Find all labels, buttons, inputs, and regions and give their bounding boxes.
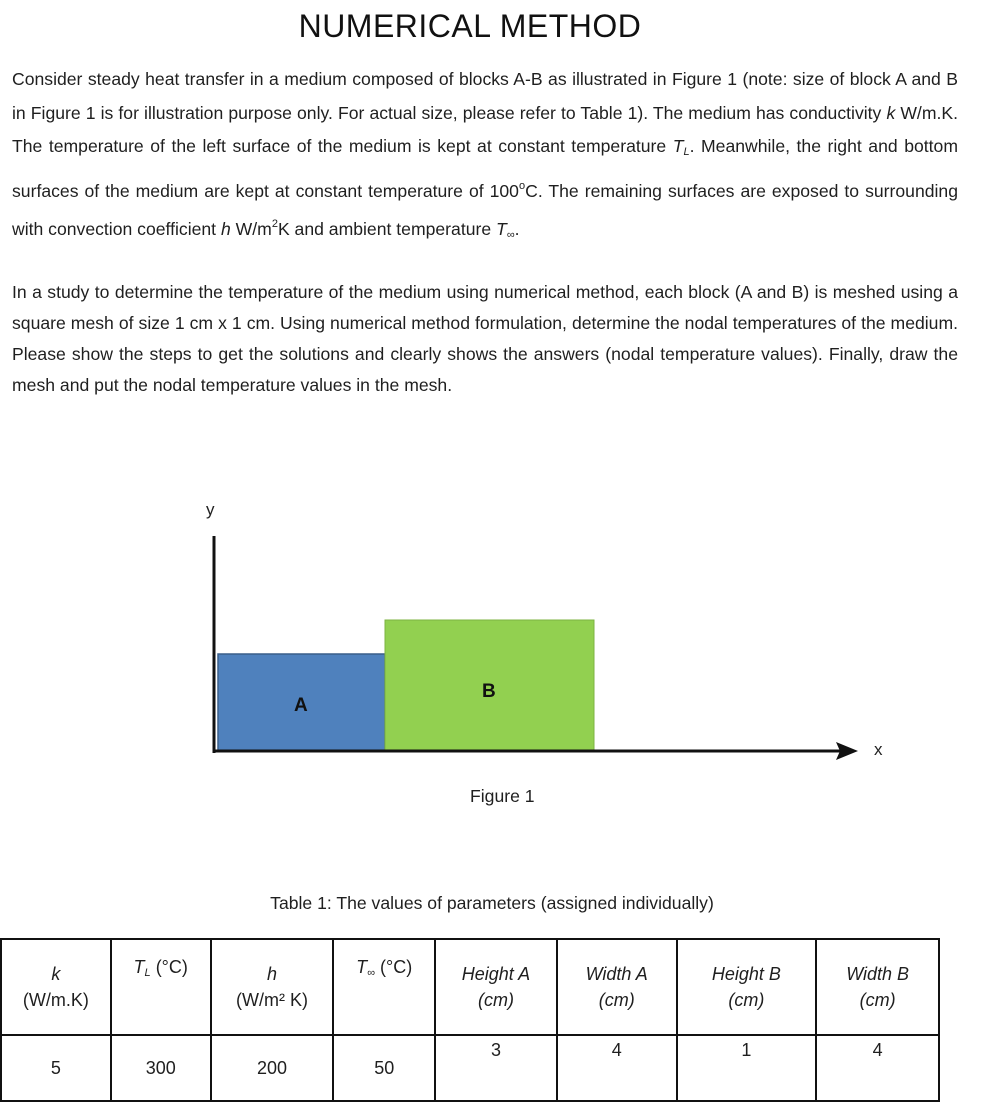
problem-paragraph-2: In a study to determine the temperature of the medium using numerical method, each block (A and B) is meshed using a square mesh of size 1 cm x 1 cm. Using numerical method formulation, determine the nodal temperatures of the medium. Please show the steps to get the solutions and clearly shows the answers (nodal temperature values). Finally, draw the mesh and put the nodal temperature values in the mesh. bbox=[12, 282, 958, 395]
header-height-b: Height B (cm) bbox=[677, 939, 817, 1035]
header-width-a: Width A (cm) bbox=[557, 939, 677, 1035]
y-axis-label: y bbox=[206, 500, 215, 519]
header-k: k (W/m.K) bbox=[1, 939, 111, 1035]
value-tl: 300 bbox=[111, 1035, 211, 1101]
x-axis-label: x bbox=[874, 740, 883, 759]
value-width-b: 4 bbox=[816, 1035, 939, 1101]
parameters-table bbox=[0, 938, 940, 1102]
header-width-b: Width B (cm) bbox=[816, 939, 939, 1035]
header-h: h (W/m² K) bbox=[211, 939, 334, 1035]
value-height-a: 3 bbox=[435, 1035, 557, 1101]
table-row bbox=[1, 1035, 939, 1101]
figure-1-diagram bbox=[0, 470, 984, 830]
header-tl: $T_L$ (°C) bbox=[111, 939, 211, 1035]
problem-paragraph-1: Consider steady heat transfer in a medium composed of blocks A-B as illustrated in Figure 1 (note: size of block A and B in Figure 1 is for illustration purpose only. For actual size, please refer to Table 1). The medium has conductivity k W/m.K. The temperature of the left surface of the medium is kept at constant temperature $T_L$. Meanwhile, the right and bottom surfaces of the medium are kept at constant temperature of 100$^o$C. The remaining surfaces are exposed to surrounding with convection coefficient h $W/m^2K$ and ambient temperature $T_\infty$. bbox=[12, 69, 959, 241]
table-header-row bbox=[1, 939, 939, 1035]
value-k: 5 bbox=[1, 1035, 111, 1101]
table-caption: Table 1: The values of parameters (assigned individually) bbox=[270, 893, 714, 913]
value-height-b: 1 bbox=[677, 1035, 817, 1101]
header-height-a: Height A (cm) bbox=[435, 939, 557, 1035]
block-a-label: A bbox=[294, 695, 308, 716]
value-width-a: 4 bbox=[557, 1035, 677, 1101]
value-h: 200 bbox=[211, 1035, 334, 1101]
page-title: NUMERICAL METHOD bbox=[298, 8, 642, 44]
block-b-label: B bbox=[482, 681, 496, 702]
figure-caption: Figure 1 bbox=[470, 786, 535, 806]
value-tinf: 50 bbox=[333, 1035, 435, 1101]
header-tinf: $T_\infty$ (°C) bbox=[333, 939, 435, 1035]
